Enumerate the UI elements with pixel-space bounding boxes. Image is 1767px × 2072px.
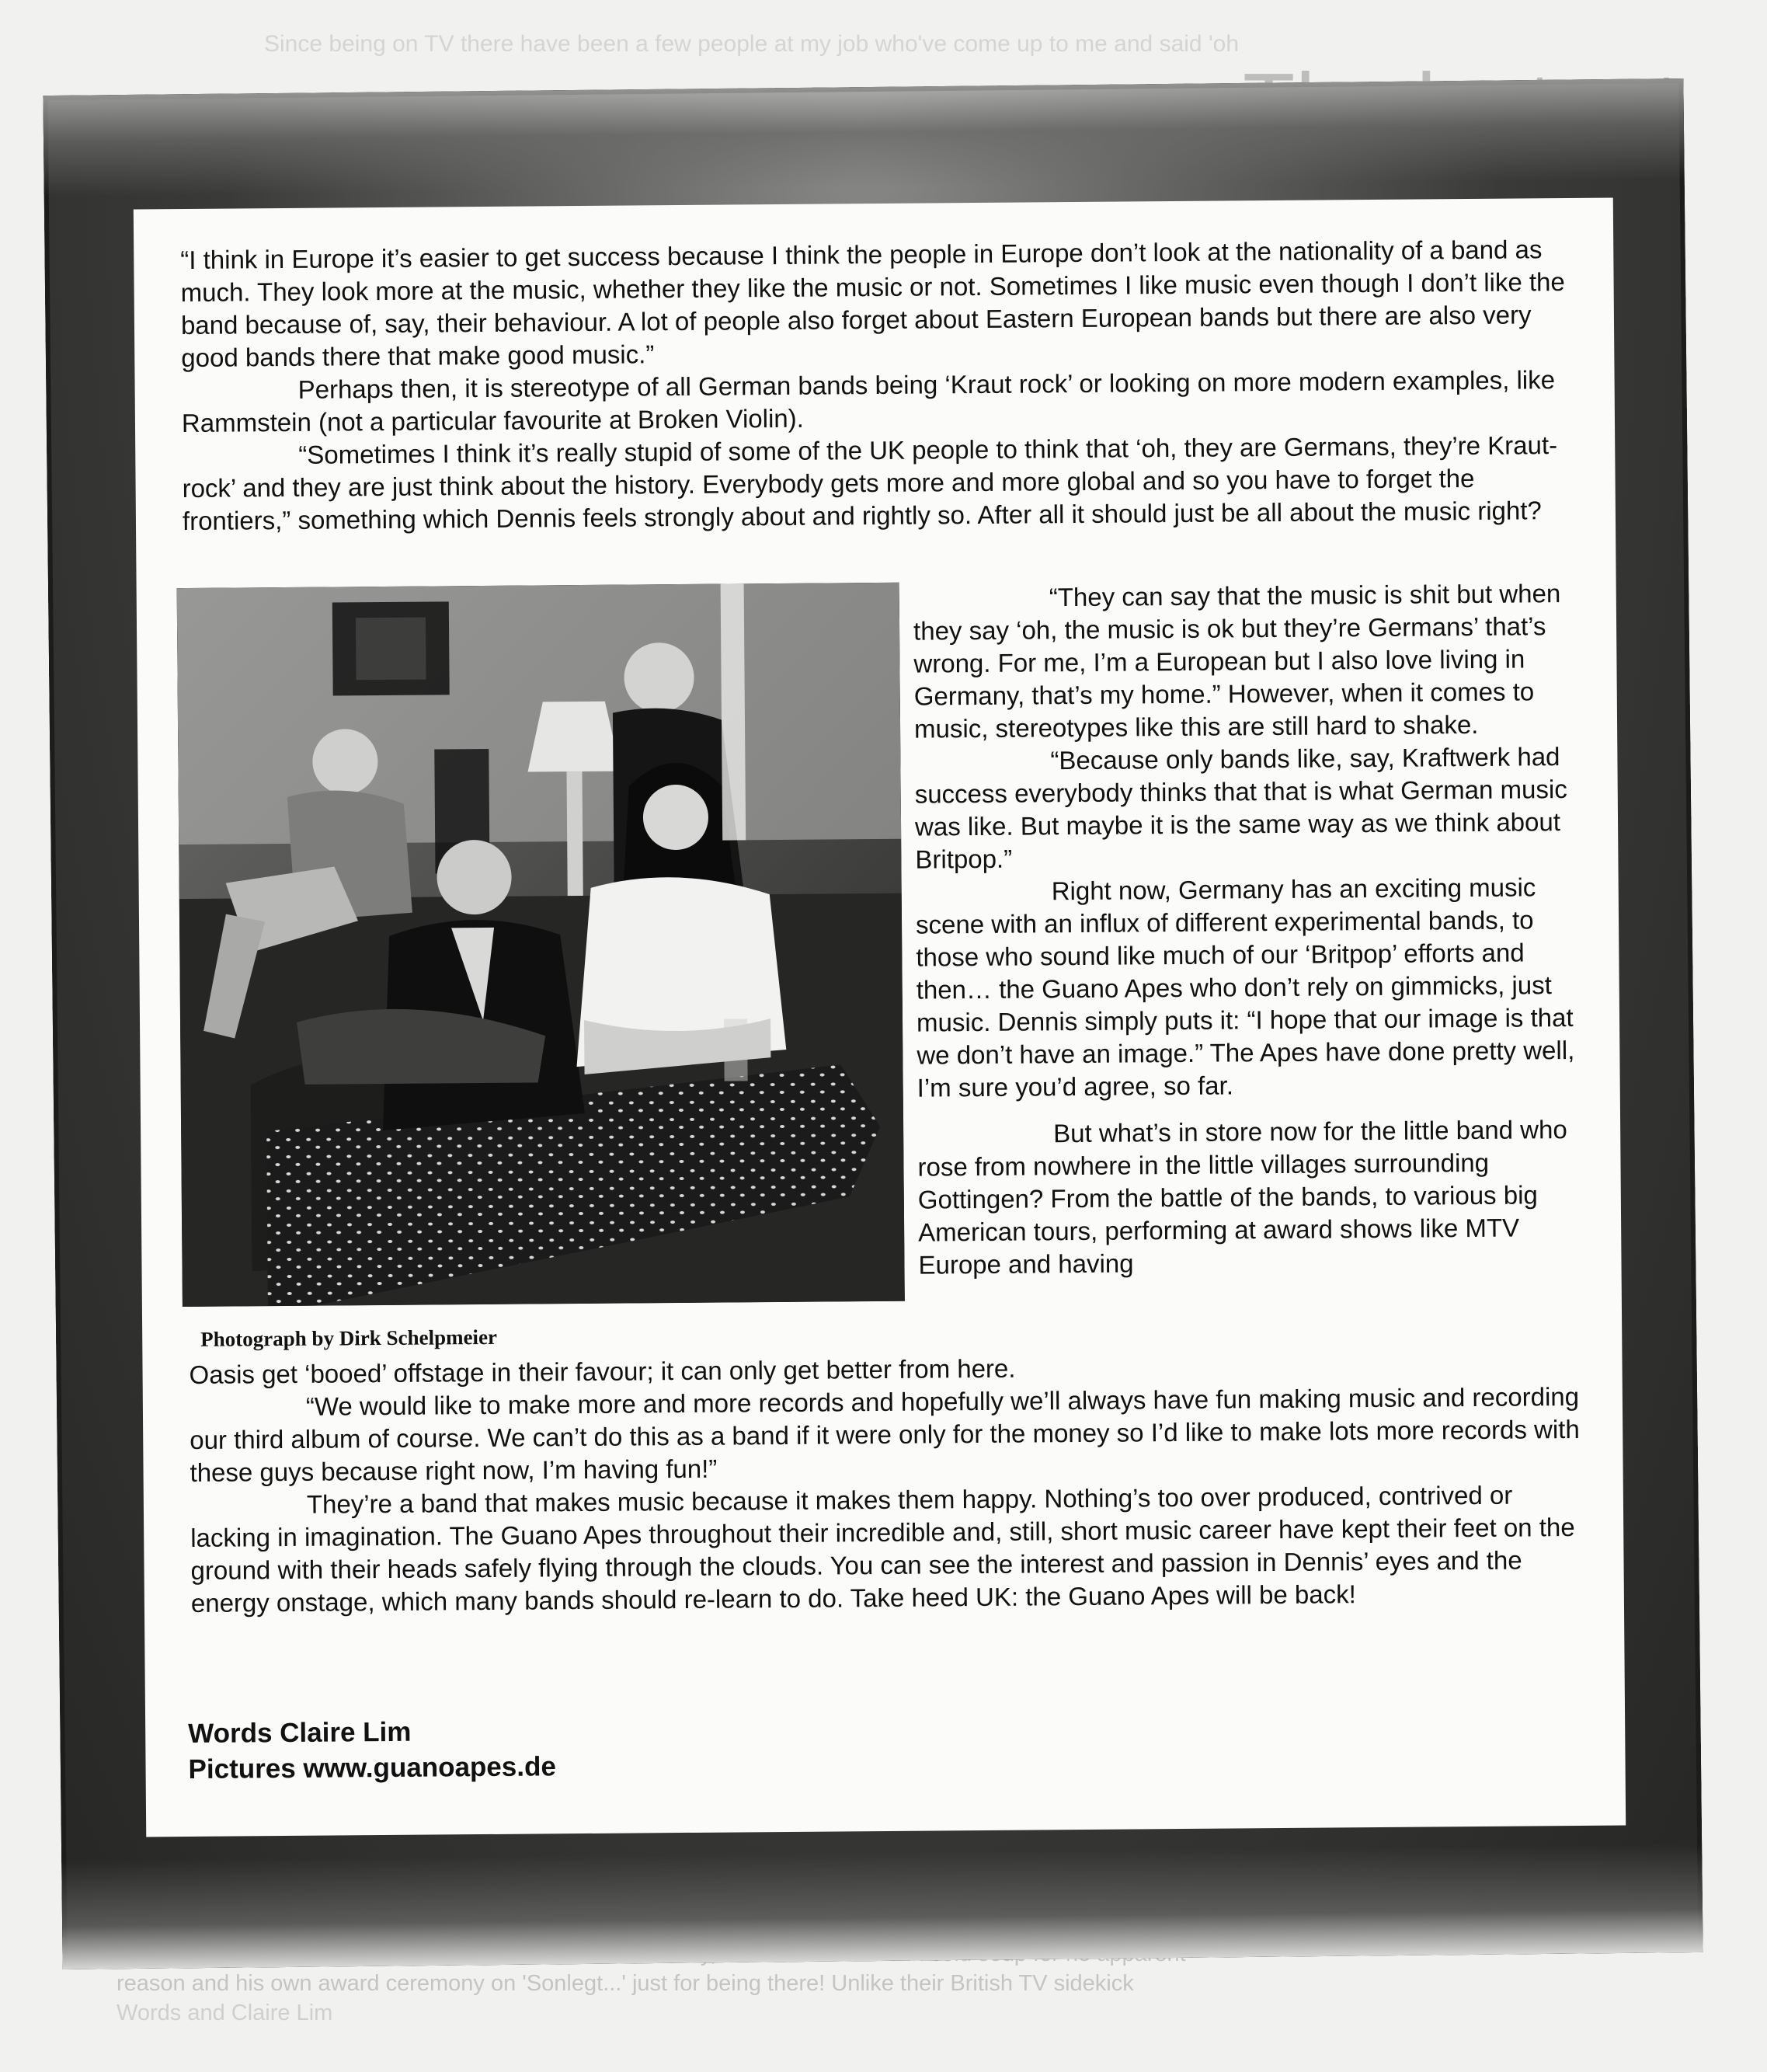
article-panel bbox=[134, 198, 1626, 1837]
continuation-line: Oasis get ‘booed’ offstage in their favour; it can only get better from here. bbox=[189, 1353, 1016, 1389]
photo-caption: Photograph by Dirk Schelpmeier bbox=[200, 1325, 498, 1351]
words-credit: Words Claire Lim bbox=[188, 1716, 412, 1750]
closing-paragraph: They’re a band that makes music because it makes them happy. Nothing’s too over produced, contrived or lacking in imagination. The Guano Apes throughout their incredible and, still, short music career have kept their feet on the ground with their heads safely flying through the clouds. You can see the interest and passion in Dennis’ eyes and the energy onstage, which many bands should re-learn to do. Take heed UK: the Guano Apes will be back! bbox=[190, 1480, 1575, 1618]
credits bbox=[188, 1713, 556, 1788]
right-column-paragraph: Right now, Germany has an exciting music scene with an influx of different experimental bands, to those who sound like much of our ‘Britpop’ efforts and then… the Guano Apes who don’t rely on gimmicks, just music. Dennis simply puts it: “I hope that our image is that we don’t have an image.” The Apes have done pretty well, I’m sure you’d agree, so far. bbox=[915, 872, 1575, 1102]
frame-streak bbox=[61, 1844, 1703, 1969]
pictures-credit: Pictures www.guanoapes.de bbox=[188, 1751, 556, 1785]
ghost-bottom-line: Words and Claire Lim bbox=[117, 2001, 333, 2025]
opening-paragraph: “I think in Europe it’s easier to get success because I think the people in Europe don’t look at the nationality of a band as much. They look more at the music, whether they like the music or not. Sometimes I like music even though I don’t like the band because of, say, their behaviour. A lot of people also forget about Eastern European bands but there are also very good bands there that make good music.” bbox=[180, 235, 1565, 373]
right-column bbox=[913, 577, 1587, 1282]
article-intro bbox=[180, 233, 1581, 538]
paragraph-quote: “We would like to make more and more records and hopefully we’ll always have fun making music and recording our third album of course. We can’t do this as a band if it were only for the money so I’d like to make lots more records with these guys because right now, I’m having fun!” bbox=[190, 1381, 1580, 1487]
right-column-paragraph: “Because only bands like, say, Kraftwerk had success everybody thinks that that is what German music was like. But maybe it is the same way as we think about Britpop.” bbox=[914, 742, 1567, 874]
ghost-bottom-line: reason and his own award ceremony on 'Sonlegt...' just for being there! Unlike their British TV sidekick bbox=[117, 1971, 1134, 1996]
ghost-top-line: Since being on TV there have been a few people at my job who've come up to me and said 'oh bbox=[264, 31, 1240, 57]
paragraph-stereotype: Perhaps then, it is stereotype of all German bands being ‘Kraut rock’ or looking on more modern examples, like Rammstein (not a particular favourite at Broken Violin). bbox=[181, 365, 1556, 438]
band-photo bbox=[177, 583, 905, 1307]
right-column-paragraph: “They can say that the music is shit but when they say ‘oh, the music is ok but they’re Germans’ that’s wrong. For me, I’m a European but I also love living in Germany, that’s my home.” However, when it comes to music, stereotypes like this are still hard to shake. bbox=[913, 579, 1561, 743]
article-closing bbox=[189, 1348, 1589, 1620]
paragraph-frontiers: “Sometimes I think it’s really stupid of some of the UK people to think that ‘oh, they are Germans, they’re Kraut-rock’ and they are just think about the history. Everybody gets more and more global and so you have to forget the frontiers,” something which Dennis feels strongly about and rightly so. After all it should just be all about the music right? bbox=[182, 430, 1558, 536]
right-column-paragraph: But what’s in store now for the little band who rose from nowhere in the little villages surrounding Gottingen? From the battle of the bands, to various big American tours, performing at award shows like MTV Europe and having bbox=[917, 1115, 1567, 1280]
band-photo-illustration bbox=[177, 583, 905, 1307]
